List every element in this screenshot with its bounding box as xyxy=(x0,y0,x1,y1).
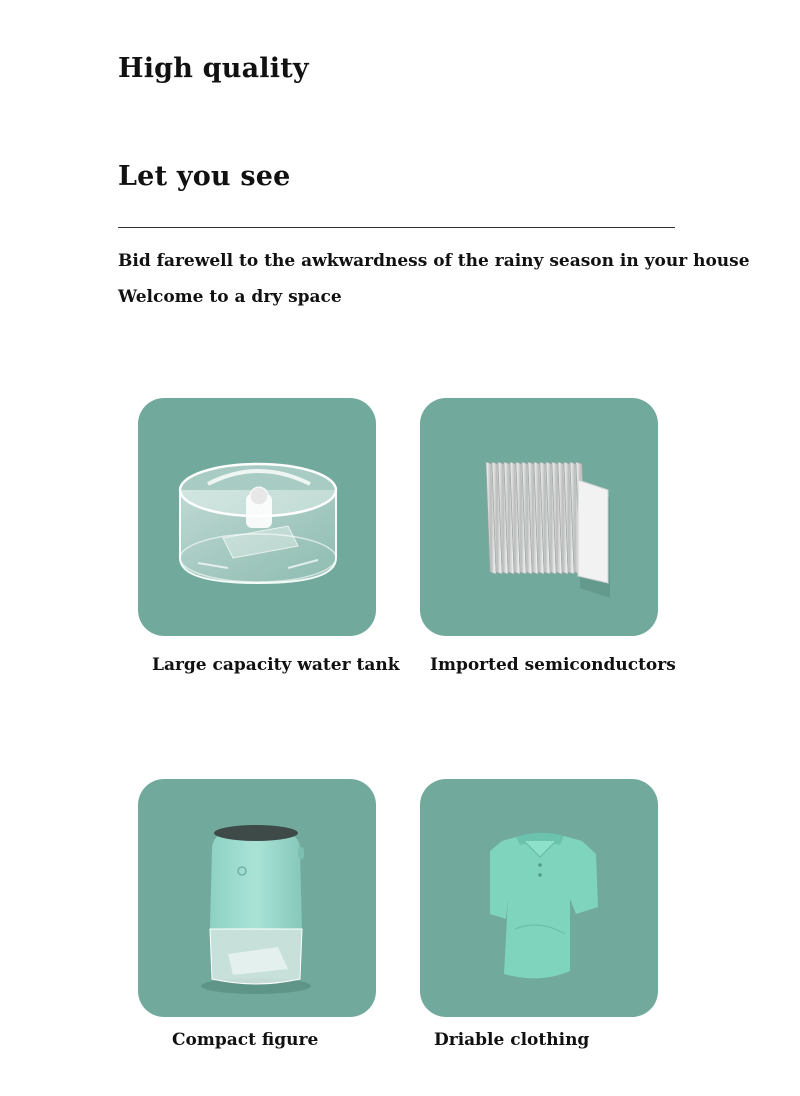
divider xyxy=(118,227,675,228)
feature-card-water-tank xyxy=(138,398,376,636)
heatsink-icon xyxy=(420,398,658,636)
feature-caption: Imported semiconductors xyxy=(430,655,676,675)
feature-card-clothing xyxy=(420,779,658,1017)
water-tank-icon xyxy=(138,398,376,636)
shirt-icon xyxy=(420,779,658,1017)
intro-line-1: Bid farewell to the awkwardness of the rainy season in your house xyxy=(118,251,750,271)
feature-caption: Driable clothing xyxy=(434,1030,590,1050)
page-title: High quality xyxy=(118,53,309,84)
feature-caption: Compact figure xyxy=(172,1030,319,1050)
feature-caption: Large capacity water tank xyxy=(152,655,400,675)
feature-card-semiconductors xyxy=(420,398,658,636)
intro-line-2: Welcome to a dry space xyxy=(118,287,342,307)
page-subtitle: Let you see xyxy=(118,161,291,192)
feature-card-compact xyxy=(138,779,376,1017)
dehumidifier-icon xyxy=(138,779,376,1017)
